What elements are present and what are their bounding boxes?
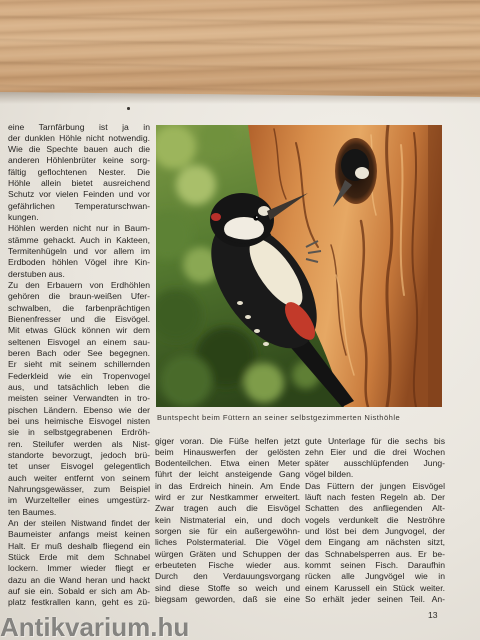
left-column-line: bei uns heimische Eisvogel nisten — [8, 416, 150, 427]
right-column-line: vogels verdunkelt die Neströhre — [305, 514, 445, 525]
right-column-line: zehn Eier und die drei Wochen — [305, 446, 445, 457]
right-text-column — [305, 436, 445, 606]
left-column-line: lockern. Immer wieder fliegt er — [8, 563, 150, 574]
left-column-line: aus, und tatsächlich leben die — [8, 382, 150, 393]
left-column-line: fältig geflochtenen Nester. Die — [8, 166, 150, 177]
middle-column-line: giger voran. Die Füße helfen jetzt — [155, 435, 300, 446]
middle-column-line: sind diese Stoffe so weich und — [155, 582, 300, 593]
left-column-line: Halt. Er muß deshalb fliegend ein — [8, 540, 150, 551]
left-column-line: beren Bach oder See begegnen. — [8, 348, 150, 359]
middle-column-line: biegsam geworden, daß sie eine — [155, 594, 300, 605]
photo-caption: Buntspecht beim Füttern an seiner selbstgezimmerten Nisthöhle — [157, 413, 401, 422]
ink-dot — [127, 107, 130, 110]
left-column-line: eine Tarnfärbung ist ja in — [8, 121, 150, 132]
middle-column-line: Bodenteilchen. Etwa einen Meter — [155, 458, 300, 469]
left-column-line: seltenen Eisvogel an einem sau- — [8, 336, 150, 347]
left-column-line: An der steilen Nistwand findet der — [8, 517, 150, 528]
right-column-line: läuft nach festen Regeln ab. Der — [305, 492, 445, 503]
right-column-line: später ausschlüpfenden Jung- — [305, 458, 445, 469]
left-column-line: tet unser Eisvogel gelegentlich — [8, 461, 150, 472]
right-column-line: und löst bei dem Jungvogel, der — [305, 526, 445, 537]
left-column-line: Federkleid wie ein Tropenvogel — [8, 370, 150, 381]
right-column-line: rücken alle Jungvögel wie in — [305, 571, 445, 582]
left-column-line: Mit etwas Glück können wir dem — [8, 325, 150, 336]
left-column-line: dazu an die Wand heran und hackt — [8, 574, 150, 585]
left-column-line: kungen. — [8, 212, 39, 223]
middle-column-line: sorgen sie für ein außergewöhn- — [155, 526, 300, 537]
page-number: 13 — [428, 610, 438, 620]
middle-column-line: Durch den Verdauungsvorgang — [155, 571, 300, 582]
right-column-line: gute Unterlage für die sechs bis — [305, 435, 445, 446]
left-column-line: gefährlichen Temperaturschwan- — [8, 200, 150, 211]
left-column-line: Höhle allein bietet ausreichend — [8, 178, 150, 189]
middle-column-line: kein Nistmaterial ein, und doch — [155, 514, 300, 525]
left-column-line: Nahrungsgewässer, zum Beispiel — [8, 484, 150, 494]
right-column-line: dem Eingang am nächsten sitzt, — [305, 537, 445, 548]
watermark: Antikvarium.hu — [0, 614, 190, 640]
right-column-line: So erhält jeder seinen Teil. An- — [305, 594, 445, 605]
left-column-line: Wie die Spechte bauen auch die — [8, 144, 150, 155]
left-column-line: auf sie ein. Sobald er sich am Ab- — [8, 585, 150, 596]
left-column-line: Stück Erde mit dem Schnabel — [8, 551, 150, 562]
left-column-line: Er sieht mit seinem schillernden — [8, 359, 150, 370]
middle-column-line: würgen Gräten und Schuppen der — [155, 548, 300, 559]
left-column-line: Zu den Erbauern von Erdhöhlen — [8, 280, 150, 291]
left-column-line: Termitenhügeln und vor allem im — [8, 246, 150, 257]
middle-column-line: führt der leicht ansteigende Gang — [155, 469, 300, 480]
middle-column-line: beim Hinauswerfen der gelösten — [155, 446, 300, 457]
middle-column-line: Zwar tragen auch die Eisvögel — [155, 503, 300, 514]
left-column-line: pischen Ländern. Ebenso wie der — [8, 404, 150, 415]
left-column-line: anderen Höhlenbrüter keine sorg- — [8, 155, 150, 166]
right-column-line: Das Füttern der jungen Eisvögel — [305, 480, 445, 491]
left-column-line: Erdboden höhlen Vögel ihre Kin- — [8, 257, 150, 268]
right-column-line: vögel bilden. — [305, 469, 354, 480]
right-column-line: kommt seinen Fisch. Daraufhin — [305, 560, 445, 571]
left-column-line: meisten seiner Verwandten in tro- — [8, 393, 150, 404]
middle-column-line: wird er zur Nestkammer erweitert. — [155, 492, 300, 503]
left-column-line: Baumeister anfangs meist keinen — [8, 529, 150, 540]
woodpecker-photo — [156, 125, 442, 407]
left-column-line: Bienenfresser und die Eisvögel. — [8, 314, 150, 325]
right-column-line: Schatten des anfliegenden Alt- — [305, 503, 445, 514]
left-column-line: schwalben, die farbenprächtigen — [8, 302, 150, 313]
middle-column-line: erbeuteten Fische wieder aus. — [155, 560, 300, 571]
left-column-line: Höhlen werden nicht nur in Baum- — [8, 223, 150, 234]
right-column-line: das Schnabelsperren aus. Er be- — [305, 548, 445, 559]
left-column-line: platz festkrallen kann, geht es zü- — [8, 597, 150, 608]
left-column-line: der dunklen Höhle nicht notwendig. — [8, 132, 150, 143]
middle-column-line: in das Erdreich hinein. Am Ende — [155, 480, 300, 491]
left-column-line: derstuben aus. — [8, 268, 65, 279]
left-column-line: ten Baumes. — [8, 506, 57, 517]
right-column-line: einem Karussell ein Stück weiter. — [305, 582, 445, 593]
left-column-line: auch weiter entfernt von seinem — [8, 472, 150, 483]
left-column-line: im Wurzelteller eines umgestürz- — [8, 495, 150, 506]
left-column-line: Schutz vor vielen Feinden und vor — [8, 189, 150, 200]
left-column-line: standorte bevorzugt, jedoch brü- — [8, 450, 150, 461]
left-column-line: stämme gehackt. Auch in Kakteen, — [8, 234, 150, 245]
left-text-column — [8, 122, 150, 609]
left-column-line: ren. Steilufer werden als Nist- — [8, 438, 150, 449]
middle-column-line: liches Polstermaterial. Die Vögel — [155, 537, 300, 548]
left-column-line: sie in selbstgegrabenen Erdröh- — [8, 427, 150, 438]
middle-text-column — [155, 436, 300, 606]
left-column-line: gehören die braun-weißen Ufer- — [8, 291, 150, 302]
